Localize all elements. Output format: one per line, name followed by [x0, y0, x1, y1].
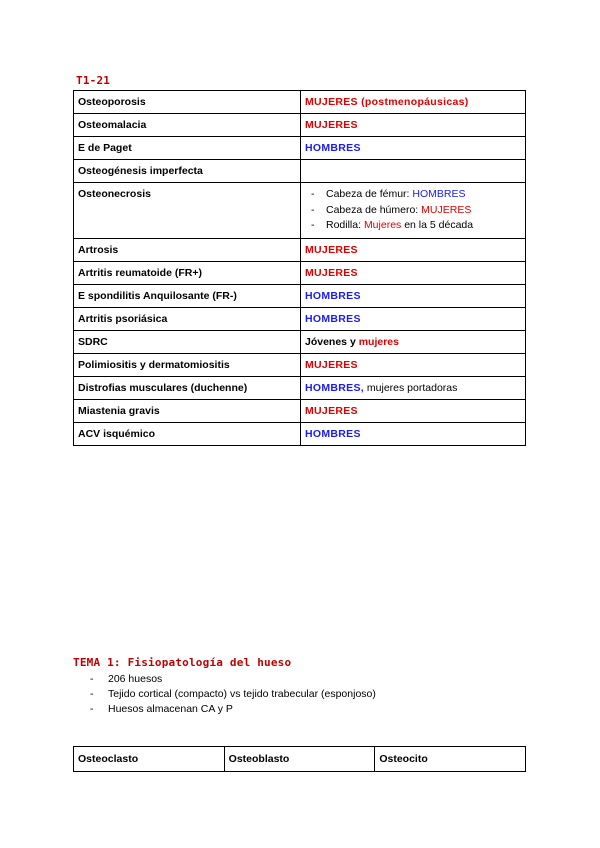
sex-cell — [301, 238, 526, 261]
sex-cell — [301, 422, 526, 445]
header-cell-osteoclasto: Osteoclasto — [74, 747, 225, 772]
item-label: Rodilla: — [326, 219, 364, 231]
sex-cell — [301, 114, 526, 137]
list-item: - Huesos almacenan CA y P — [90, 702, 376, 717]
sex-value: mujeres — [358, 335, 399, 348]
sex-cell — [301, 307, 526, 330]
sex-cell — [301, 284, 526, 307]
condition-cell: ACV isquémico — [74, 422, 301, 445]
item-suffix: en la 5 década — [401, 219, 474, 231]
item-label: Cabeza de fémur: — [326, 188, 413, 200]
sex-value: HOMBRES — [305, 312, 361, 325]
condition-cell: Osteomalacia — [74, 114, 301, 137]
condition-cell: Artritis psoriásica — [74, 307, 301, 330]
condition-cell: E de Paget — [74, 137, 301, 160]
sex-cell — [301, 376, 526, 399]
list-item — [305, 218, 521, 234]
sex-cell — [301, 137, 526, 160]
item-value: HOMBRES — [412, 188, 466, 200]
list-item: - 206 huesos — [90, 672, 376, 687]
sex-value: MUJERES — [305, 266, 358, 279]
condition-cell: Polimiositis y dermatomiositis — [74, 353, 301, 376]
sex-prevalence-table — [73, 90, 526, 446]
table-row — [74, 261, 526, 284]
table-row — [74, 353, 526, 376]
table-row — [74, 399, 526, 422]
sex-value: MUJERES (postmenopáusicas) — [305, 96, 469, 108]
sex-value: MUJERES — [305, 119, 358, 131]
condition-cell: E spondilitis Anquilosante (FR-) — [74, 284, 301, 307]
item-label: Cabeza de húmero: — [326, 203, 422, 216]
sex-cell — [301, 399, 526, 422]
header-cell-osteocito: Osteocito — [375, 747, 526, 772]
sex-cell — [301, 330, 526, 353]
sex-cell — [301, 160, 526, 183]
sex-cell — [301, 261, 526, 284]
sex-value: MUJERES — [305, 358, 358, 371]
table-row — [74, 91, 526, 114]
table-row — [74, 284, 526, 307]
item-value: MUJERES — [421, 203, 472, 216]
condition-cell: Artrosis — [74, 238, 301, 261]
item-value: Mujeres — [363, 219, 402, 231]
list-item: - Tejido cortical (compacto) vs tejido trabecular (esponjoso) — [90, 687, 376, 702]
sex-value: MUJERES — [305, 404, 358, 417]
sex-value: HOMBRES, — [305, 381, 364, 394]
condition-cell: Miastenia gravis — [74, 399, 301, 422]
table-row — [74, 307, 526, 330]
condition-cell: Osteonecrosis — [74, 183, 301, 239]
table-row — [74, 238, 526, 261]
list-item — [305, 203, 521, 219]
table-row — [74, 376, 526, 399]
bone-cells-table — [73, 746, 526, 772]
osteonecrosis-list — [305, 187, 521, 234]
sex-value: HOMBRES — [305, 289, 361, 302]
table-row — [74, 422, 526, 445]
sex-value: HOMBRES — [305, 142, 361, 154]
sex-suffix: mujeres portadoras — [364, 381, 458, 394]
condition-cell: Osteoporosis — [74, 91, 301, 114]
condition-cell: Distrofias musculares (duchenne) — [74, 376, 301, 399]
tema-title: TEMA 1: Fisiopatología del hueso — [73, 656, 292, 669]
table-row — [74, 160, 526, 183]
section-code: T1-21 — [76, 74, 111, 87]
sex-value: MUJERES — [305, 243, 358, 256]
list-item — [305, 187, 521, 203]
condition-cell: SDRC — [74, 330, 301, 353]
sex-value: HOMBRES — [305, 427, 361, 440]
tema-list — [90, 672, 376, 717]
sex-prefix: Jóvenes y — [305, 335, 359, 348]
table-row — [74, 114, 526, 137]
table-row — [74, 747, 526, 772]
sex-cell — [301, 183, 526, 239]
table-row — [74, 330, 526, 353]
condition-cell: Osteogénesis imperfecta — [74, 160, 301, 183]
condition-cell: Artritis reumatoide (FR+) — [74, 261, 301, 284]
header-cell-osteoblasto: Osteoblasto — [224, 747, 375, 772]
table-row — [74, 183, 526, 239]
sex-cell — [301, 353, 526, 376]
table-row — [74, 137, 526, 160]
sex-cell — [301, 91, 526, 114]
